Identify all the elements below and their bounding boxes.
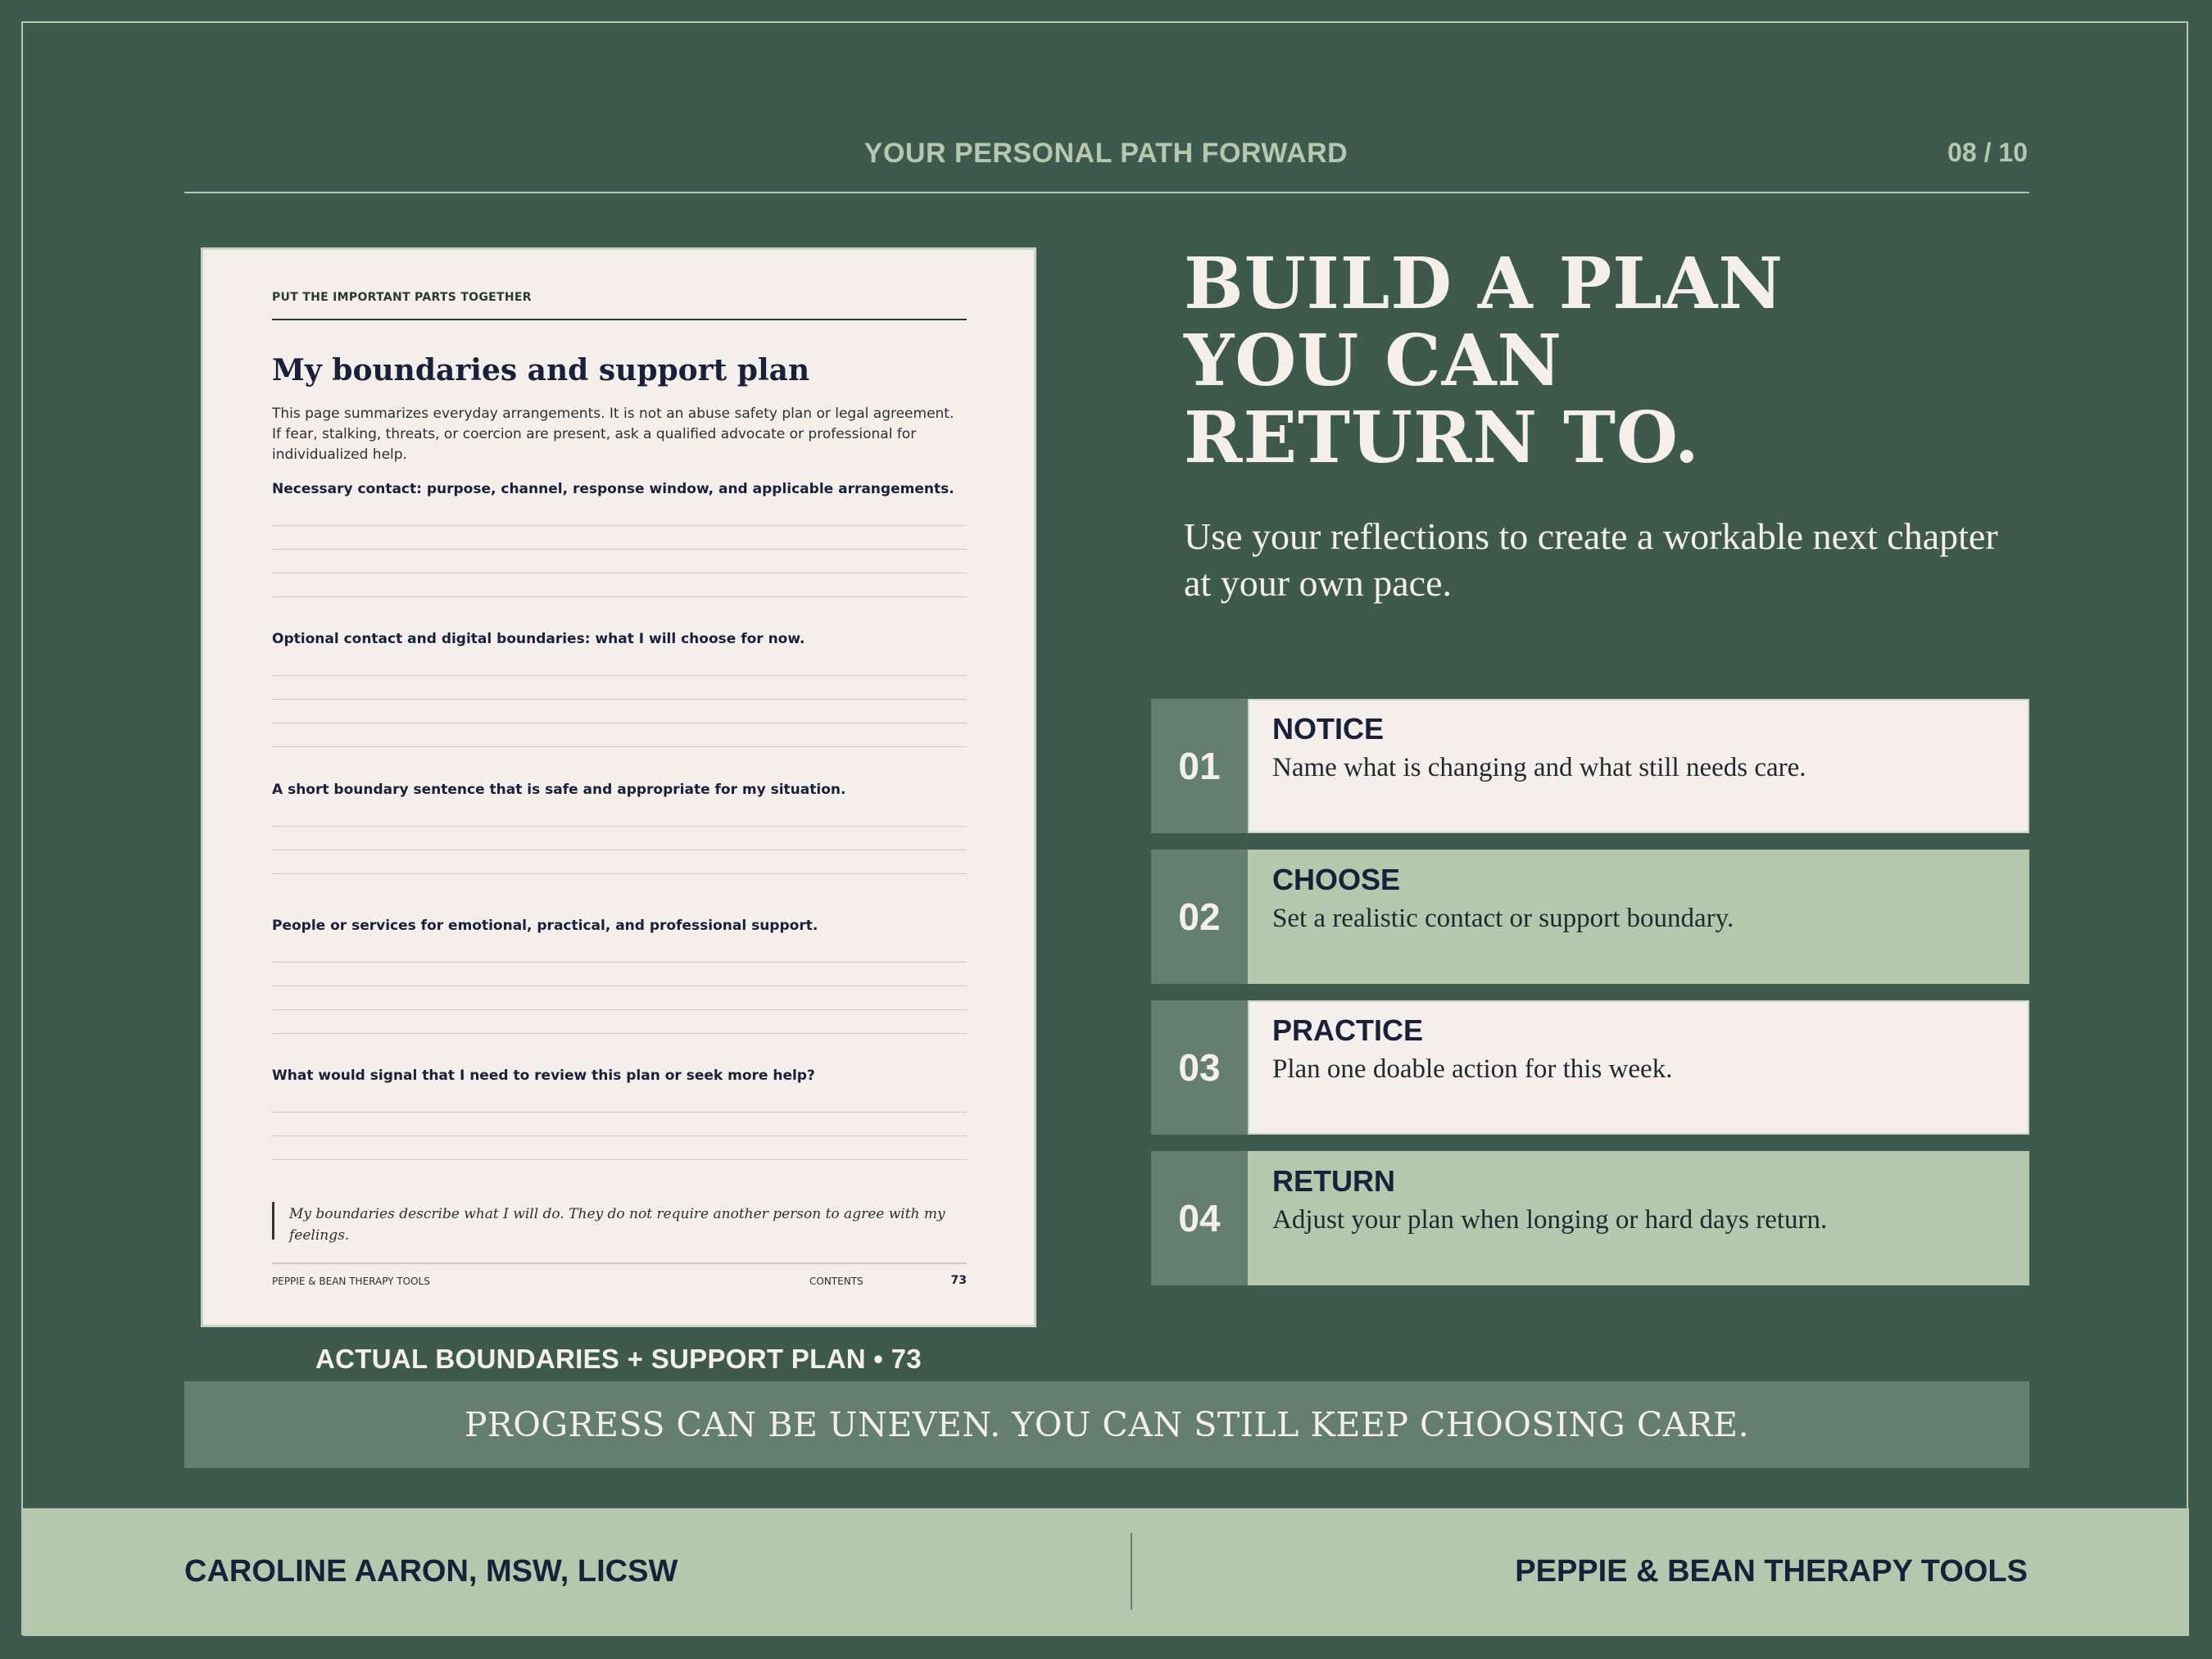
section-question: A short boundary sentence that is safe and appropriate for my situation. <box>272 782 846 798</box>
step-title: NOTICE <box>1272 712 1385 746</box>
step-number: 03 <box>1151 1000 1248 1135</box>
write-line[interactable] <box>272 1089 967 1113</box>
step-text: Adjust your plan when longing or hard days return. <box>1272 1205 1828 1235</box>
page-number: 08 / 10 <box>1947 138 2028 167</box>
step-title: PRACTICE <box>1272 1013 1424 1047</box>
worksheet-title: My boundaries and support plan <box>272 353 810 388</box>
footer-divider <box>1131 1533 1132 1610</box>
section-question: People or services for emotional, practical, and professional support. <box>272 918 818 934</box>
subheadline: Use your reflections to create a workable next chapter at your own pace. <box>1184 515 1998 604</box>
write-line[interactable] <box>272 652 967 676</box>
worksheet-kicker-rule <box>272 319 967 320</box>
step-card-choose <box>1151 850 2029 984</box>
section-question: What would signal that I need to review this plan or seek more help? <box>272 1067 815 1084</box>
section-question: Necessary contact: purpose, channel, response window, and applicable arrangements. <box>272 481 954 497</box>
step-body <box>1248 699 2029 833</box>
worksheet-section <box>272 631 967 747</box>
worksheet-section <box>272 481 967 597</box>
write-line[interactable] <box>272 1113 967 1136</box>
write-line[interactable] <box>272 1136 967 1160</box>
write-line[interactable] <box>272 803 967 827</box>
step-body <box>1248 1000 2029 1135</box>
write-line[interactable] <box>272 550 967 573</box>
worksheet-caption: ACTUAL BOUNDARIES + SUPPORT PLAN • 73 <box>315 1344 922 1374</box>
worksheet-quote: My boundaries describe what I will do. They do not require another person to agree with my feelings. <box>272 1202 967 1240</box>
headline-line: RETURN TO. <box>1184 397 1700 479</box>
step-text: Set a realistic contact or support boundary. <box>1272 904 1734 933</box>
worksheet-kicker: PUT THE IMPORTANT PARTS TOGETHER <box>272 291 532 304</box>
footer-brand: PEPPIE & BEAN THERAPY TOOLS <box>1515 1554 2028 1589</box>
worksheet-section <box>272 918 967 1034</box>
write-line[interactable] <box>272 700 967 723</box>
step-card-practice <box>1151 1000 2029 1135</box>
step-card-notice <box>1151 699 2029 833</box>
step-number: 04 <box>1151 1151 1248 1285</box>
header-title: YOUR PERSONAL PATH FORWARD <box>863 138 1349 169</box>
worksheet-footer-page: 73 <box>950 1274 967 1287</box>
footer-bar <box>23 1508 2189 1636</box>
affirmation-banner: PROGRESS CAN BE UNEVEN. YOU CAN STILL KEEP CHOOSING CARE. <box>184 1381 2029 1468</box>
worksheet-footer-rule <box>272 1262 967 1264</box>
worksheet-page <box>201 247 1036 1327</box>
write-line[interactable] <box>272 963 967 986</box>
step-number: 01 <box>1151 699 1248 833</box>
write-line[interactable] <box>272 723 967 747</box>
worksheet-intro: This page summarizes everyday arrangements. It is not an abuse safety plan or legal agreement. If fear, stalking, threats, or coercion are present, ask a qualified advocate or professional for individualized help. <box>272 406 954 463</box>
headline-line: YOU CAN <box>1184 320 1563 402</box>
write-line[interactable] <box>272 850 967 874</box>
write-line[interactable] <box>272 676 967 700</box>
headline-line: BUILD A PLAN <box>1184 243 1784 325</box>
worksheet-footer-contents: CONTENTS <box>809 1276 863 1287</box>
step-body <box>1248 850 2029 984</box>
step-title: CHOOSE <box>1272 863 1401 896</box>
worksheet-section <box>272 782 967 874</box>
step-text: Plan one doable action for this week. <box>1272 1054 1673 1084</box>
worksheet-footer-brand: PEPPIE & BEAN THERAPY TOOLS <box>272 1276 430 1287</box>
headline <box>1184 243 2003 479</box>
write-line[interactable] <box>272 1010 967 1034</box>
worksheet-section <box>272 1067 967 1160</box>
write-line[interactable] <box>272 827 967 850</box>
step-title: RETURN <box>1272 1164 1395 1198</box>
section-question: Optional contact and digital boundaries: what I will choose for now. <box>272 631 805 647</box>
step-card-return <box>1151 1151 2029 1285</box>
step-body <box>1248 1151 2029 1285</box>
write-line[interactable] <box>272 502 967 526</box>
footer-author: CAROLINE AARON, MSW, LICSW <box>184 1554 678 1589</box>
step-number: 02 <box>1151 850 1248 984</box>
write-line[interactable] <box>272 526 967 550</box>
write-line[interactable] <box>272 573 967 597</box>
write-line[interactable] <box>272 986 967 1010</box>
write-line[interactable] <box>272 939 967 963</box>
step-text: Name what is changing and what still needs care. <box>1272 753 1806 782</box>
header-divider <box>184 192 2029 193</box>
